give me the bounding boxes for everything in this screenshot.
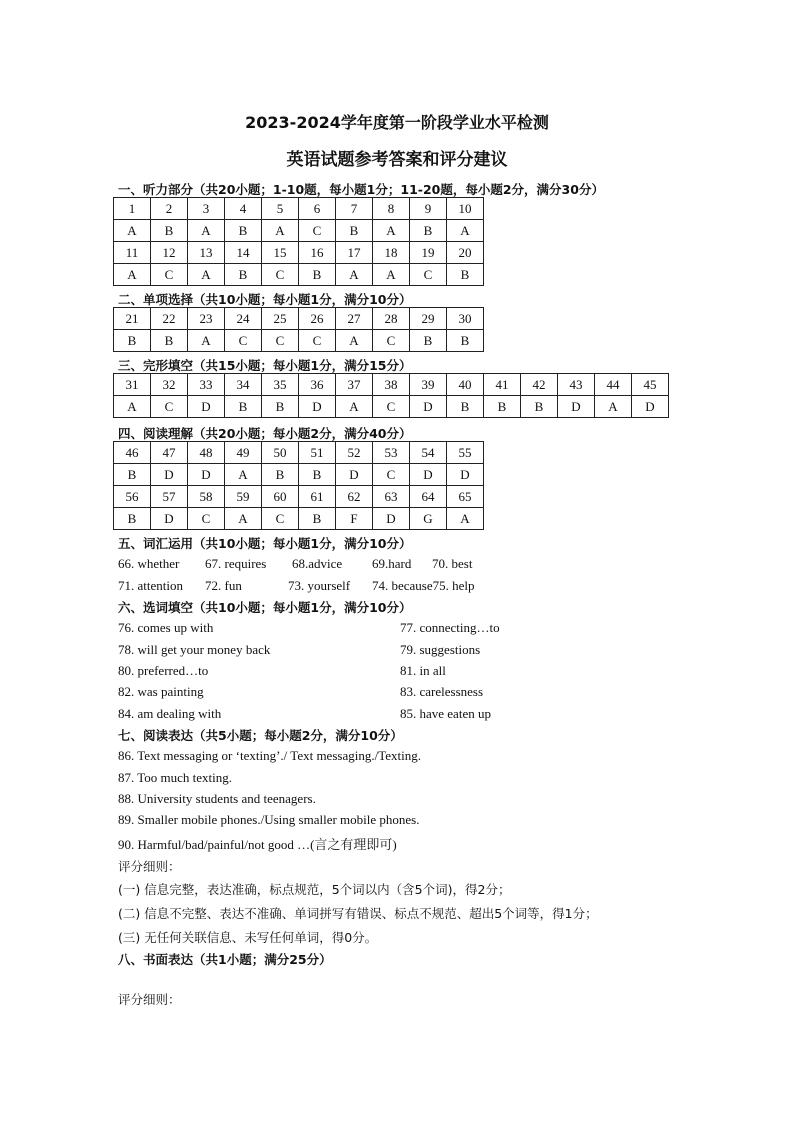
answer-cell: 52: [336, 442, 373, 464]
answer-table-reading: [113, 441, 484, 530]
answer-cell: 5: [262, 198, 299, 220]
answer-cell: 59: [225, 486, 262, 508]
answer-cell: 10: [447, 198, 484, 220]
answer-cell: A: [373, 264, 410, 286]
word-fill-answer: 80. preferred…to: [118, 663, 209, 678]
answer-cell: D: [188, 396, 225, 418]
answer-table-listening: [113, 197, 484, 286]
answer-cell: B: [521, 396, 558, 418]
answer-cell: A: [114, 396, 151, 418]
word-fill-answer: 82. was painting: [118, 684, 204, 699]
answer-cell: 54: [410, 442, 447, 464]
answer-cell: A: [373, 220, 410, 242]
answer-cell: 60: [262, 486, 299, 508]
answer-cell: C: [299, 220, 336, 242]
answer-cell: 8: [373, 198, 410, 220]
scoring-rule: (二) 信息不完整、表达不准确、单词拼写有错误、标点不规范、超出5个词等，得1分；: [118, 906, 598, 921]
answer-cell: 27: [336, 308, 373, 330]
answer-row: [114, 442, 484, 464]
answer-table-cloze: [113, 373, 669, 418]
section-heading-vocabulary: 五、词汇运用（共10小题；每小题1分，满分10分）: [118, 536, 412, 551]
answer-cell: 18: [373, 242, 410, 264]
answer-cell: 56: [114, 486, 151, 508]
answer-cell: D: [188, 464, 225, 486]
answer-cell: B: [299, 264, 336, 286]
answer-cell: D: [632, 396, 669, 418]
answer-cell: 21: [114, 308, 151, 330]
answer-cell: B: [114, 330, 151, 352]
answer-cell: 26: [299, 308, 336, 330]
answer-cell: 62: [336, 486, 373, 508]
answer-cell: A: [188, 264, 225, 286]
answer-cell: B: [299, 508, 336, 530]
answer-cell: D: [410, 464, 447, 486]
answer-row: [114, 486, 484, 508]
answer-cell: B: [114, 508, 151, 530]
answer-cell: D: [151, 464, 188, 486]
answer-cell: A: [188, 220, 225, 242]
page-subtitle: 英语试题参考答案和评分建议: [286, 150, 508, 170]
answer-cell: A: [114, 264, 151, 286]
reading-expression-answer: 86. Text messaging or ‘texting’./ Text messaging./Texting.: [118, 748, 421, 763]
answer-cell: 63: [373, 486, 410, 508]
answer-cell: 28: [373, 308, 410, 330]
answer-cell: A: [336, 396, 373, 418]
word-fill-answer: 79. suggestions: [400, 642, 481, 657]
vocabulary-answer: 66. whether: [118, 556, 180, 571]
answer-cell: C: [151, 396, 188, 418]
answer-cell: 6: [299, 198, 336, 220]
answer-cell: 32: [151, 374, 188, 396]
reading-expression-answer: 87. Too much texting.: [118, 770, 233, 785]
answer-cell: C: [410, 264, 447, 286]
section-heading-writing: 八、书面表达（共1小题；满分25分）: [118, 952, 332, 967]
section-heading-single-choice: 二、单项选择（共10小题；每小题1分，满分10分）: [118, 292, 412, 307]
answer-cell: 19: [410, 242, 447, 264]
answer-cell: A: [447, 220, 484, 242]
section-heading-word-fill: 六、选词填空（共10小题；每小题1分，满分10分）: [118, 600, 412, 615]
answer-cell: 42: [521, 374, 558, 396]
answer-cell: B: [151, 330, 188, 352]
answer-row: [114, 220, 484, 242]
vocabulary-answer: 73. yourself: [288, 578, 351, 593]
answer-cell: 41: [484, 374, 521, 396]
word-fill-answer: 77. connecting…to: [400, 620, 500, 635]
answer-cell: 2: [151, 198, 188, 220]
answer-cell: 40: [447, 374, 484, 396]
answer-row: [114, 396, 669, 418]
answer-cell: B: [225, 220, 262, 242]
answer-cell: 14: [225, 242, 262, 264]
answer-cell: B: [410, 220, 447, 242]
word-fill-answer: 81. in all: [400, 663, 446, 678]
answer-cell: 48: [188, 442, 225, 464]
vocabulary-answer: 72. fun: [205, 578, 242, 593]
reading-expression-answer: 90. Harmful/bad/painful/not good …(言之有理即可): [118, 837, 397, 852]
answer-cell: B: [299, 464, 336, 486]
answer-cell: 11: [114, 242, 151, 264]
answer-cell: B: [151, 220, 188, 242]
answer-cell: 58: [188, 486, 225, 508]
answer-cell: B: [336, 220, 373, 242]
answer-cell: 46: [114, 442, 151, 464]
answer-cell: C: [373, 464, 410, 486]
answer-cell: B: [447, 330, 484, 352]
word-fill-answer: 85. have eaten up: [400, 706, 491, 721]
answer-cell: 9: [410, 198, 447, 220]
answer-cell: C: [262, 264, 299, 286]
answer-cell: 22: [151, 308, 188, 330]
answer-cell: 38: [373, 374, 410, 396]
answer-cell: 57: [151, 486, 188, 508]
answer-cell: B: [410, 330, 447, 352]
answer-cell: B: [262, 396, 299, 418]
answer-cell: C: [262, 330, 299, 352]
word-fill-answer: 78. will get your money back: [118, 642, 271, 657]
scoring-rule: (三) 无任何关联信息、未写任何单词，得0分。: [118, 930, 378, 945]
answer-cell: B: [484, 396, 521, 418]
vocabulary-answer: 69.hard: [372, 556, 412, 571]
answer-cell: D: [410, 396, 447, 418]
answer-cell: D: [558, 396, 595, 418]
answer-cell: 17: [336, 242, 373, 264]
answer-cell: 39: [410, 374, 447, 396]
answer-cell: D: [447, 464, 484, 486]
answer-cell: A: [336, 330, 373, 352]
answer-cell: C: [373, 330, 410, 352]
answer-cell: 12: [151, 242, 188, 264]
answer-cell: 36: [299, 374, 336, 396]
answer-cell: A: [447, 508, 484, 530]
answer-row: [114, 374, 669, 396]
answer-row: [114, 264, 484, 286]
answer-cell: 37: [336, 374, 373, 396]
answer-cell: C: [151, 264, 188, 286]
answer-row: [114, 308, 484, 330]
answer-cell: 34: [225, 374, 262, 396]
answer-cell: 23: [188, 308, 225, 330]
answer-cell: 50: [262, 442, 299, 464]
answer-cell: 20: [447, 242, 484, 264]
answer-cell: 53: [373, 442, 410, 464]
answer-cell: F: [336, 508, 373, 530]
answer-cell: B: [447, 396, 484, 418]
answer-cell: D: [299, 396, 336, 418]
writing-rules-title: 评分细则：: [118, 992, 181, 1007]
answer-cell: A: [336, 264, 373, 286]
answer-cell: C: [299, 330, 336, 352]
answer-cell: 65: [447, 486, 484, 508]
section-heading-reading-expression: 七、阅读表达（共5小题；每小题2分，满分10分）: [118, 728, 403, 743]
answer-cell: A: [114, 220, 151, 242]
answer-row: [114, 508, 484, 530]
answer-cell: A: [595, 396, 632, 418]
answer-cell: A: [188, 330, 225, 352]
vocabulary-answer: 74. because75. help: [372, 578, 475, 593]
answer-cell: 35: [262, 374, 299, 396]
section-heading-listening: 一、听力部分（共20小题；1-10题，每小题1分；11-20题，每小题2分，满分30分）: [118, 182, 604, 197]
section-heading-cloze: 三、完形填空（共15小题；每小题1分，满分15分）: [118, 358, 412, 373]
answer-row: [114, 330, 484, 352]
answer-cell: 55: [447, 442, 484, 464]
answer-cell: B: [262, 464, 299, 486]
answer-cell: 49: [225, 442, 262, 464]
word-fill-answer: 83. carelessness: [400, 684, 484, 699]
answer-cell: B: [225, 396, 262, 418]
answer-cell: 47: [151, 442, 188, 464]
answer-cell: C: [188, 508, 225, 530]
answer-cell: 3: [188, 198, 225, 220]
answer-cell: 43: [558, 374, 595, 396]
answer-cell: 25: [262, 308, 299, 330]
answer-row: [114, 464, 484, 486]
answer-cell: D: [336, 464, 373, 486]
answer-cell: 45: [632, 374, 669, 396]
scoring-rule: (一) 信息完整，表达准确，标点规范，5个词以内（含5个词)，得2分；: [118, 882, 511, 897]
answer-cell: C: [262, 508, 299, 530]
answer-cell: D: [373, 508, 410, 530]
answer-cell: C: [373, 396, 410, 418]
answer-cell: 4: [225, 198, 262, 220]
answer-cell: 29: [410, 308, 447, 330]
answer-cell: 31: [114, 374, 151, 396]
answer-cell: B: [447, 264, 484, 286]
answer-cell: G: [410, 508, 447, 530]
answer-cell: B: [114, 464, 151, 486]
answer-cell: 30: [447, 308, 484, 330]
scoring-rules-title: 评分细则：: [118, 859, 181, 874]
vocabulary-answer: 67. requires: [205, 556, 267, 571]
answer-cell: B: [225, 264, 262, 286]
answer-cell: 16: [299, 242, 336, 264]
answer-cell: 64: [410, 486, 447, 508]
answer-cell: 44: [595, 374, 632, 396]
reading-expression-answer: 88. University students and teenagers.: [118, 791, 316, 806]
answer-row: [114, 198, 484, 220]
answer-cell: 7: [336, 198, 373, 220]
page-title: 2023-2024学年度第一阶段学业水平检测: [245, 113, 549, 132]
answer-row: [114, 242, 484, 264]
answer-cell: 15: [262, 242, 299, 264]
answer-cell: 24: [225, 308, 262, 330]
reading-expression-answer: 89. Smaller mobile phones./Using smaller mobile phones.: [118, 812, 420, 827]
answer-cell: A: [262, 220, 299, 242]
word-fill-answer: 84. am dealing with: [118, 706, 222, 721]
answer-cell: A: [225, 508, 262, 530]
answer-cell: 33: [188, 374, 225, 396]
answer-cell: C: [225, 330, 262, 352]
answer-cell: 61: [299, 486, 336, 508]
answer-cell: 13: [188, 242, 225, 264]
answer-cell: A: [225, 464, 262, 486]
word-fill-answer: 76. comes up with: [118, 620, 214, 635]
answer-cell: 1: [114, 198, 151, 220]
vocabulary-answer: 68.advice: [292, 556, 343, 571]
vocabulary-answer: 71. attention: [118, 578, 183, 593]
section-heading-reading: 四、阅读理解（共20小题；每小题2分，满分40分）: [118, 426, 412, 441]
answer-table-single-choice: [113, 307, 484, 352]
vocabulary-answer: 70. best: [432, 556, 473, 571]
answer-cell: D: [151, 508, 188, 530]
answer-cell: 51: [299, 442, 336, 464]
